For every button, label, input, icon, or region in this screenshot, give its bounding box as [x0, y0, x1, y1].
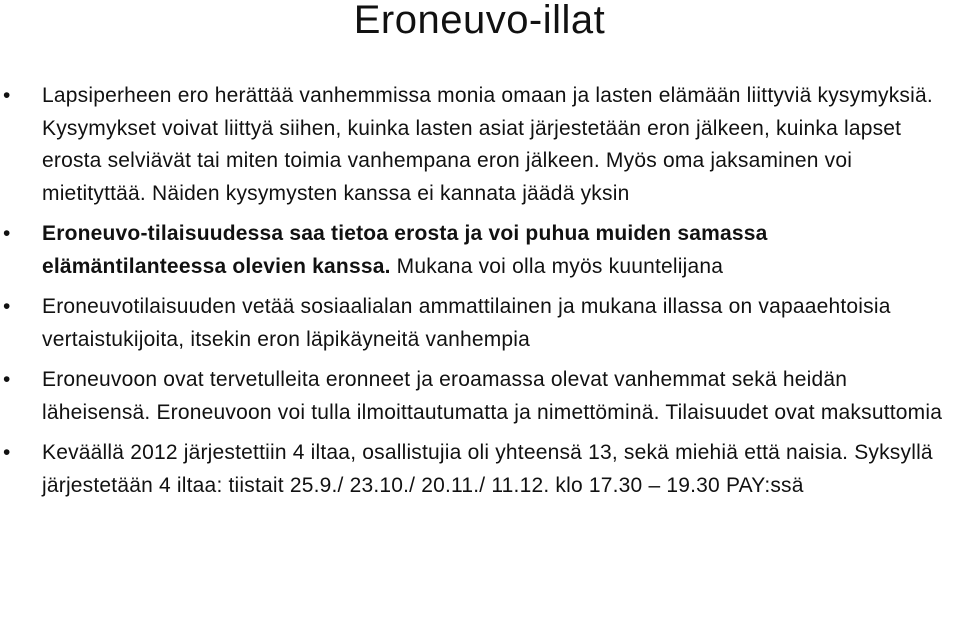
bullet-text: Mukana voi olla myös kuuntelijana [390, 254, 724, 278]
bullet-text: Lapsiperheen ero herättää vanhemmissa monia omaan ja lasten elämään liittyviä kysymyksiä. Kysymykset voivat liittyä siihen, kuinka lasten asiat järjestetään eron jälkeen, kuinka lapset erosta selviävät tai miten toimia vanhempana eron jälkeen. Myös oma jaksaminen voi mietityttää. Näiden kysymysten kanssa ei kannata jäädä yksin [42, 84, 933, 205]
bullet-list [0, 80, 959, 502]
bullet-bold-text: Eroneuvo-tilaisuudessa saa tietoa erosta ja voi puhua muiden samassa elämäntilanteessa olevien kanssa. [42, 222, 768, 278]
bullet-text: Eroneuvotilaisuuden vetää sosiaalialan ammattilainen ja mukana illassa on vapaaehtoisia vertaistukijoita, itsekin eron läpikäyneitä vanhempia [42, 295, 891, 351]
bullet-item [0, 291, 959, 356]
bullet-item [0, 80, 959, 210]
bullet-item [0, 218, 959, 283]
bullet-dot-icon: • [3, 295, 11, 318]
bullet-dot-icon: • [3, 368, 11, 391]
bullet-dot-icon: • [3, 84, 11, 107]
bullet-dot-icon: • [3, 222, 11, 245]
bullet-dot-icon: • [3, 441, 11, 464]
slide-title: Eroneuvo-illat [353, 0, 606, 42]
bullet-item [0, 364, 959, 429]
bullet-text: Keväällä 2012 järjestettiin 4 iltaa, osallistujia oli yhteensä 13, sekä miehiä että naisia. Syksyllä järjestetään 4 iltaa: tiistait 25.9./ 23.10./ 20.11./ 11.12. klo 17.30 – 19.30 PAY:ssä [42, 441, 933, 497]
bullet-text: Eroneuvoon ovat tervetulleita eronneet ja eroamassa olevat vanhemmat sekä heidän läheisensä. Eroneuvoon voi tulla ilmoittautumatta ja nimettöminä. Tilaisuudet ovat maksuttomia [42, 368, 943, 424]
bullet-item [0, 437, 959, 502]
